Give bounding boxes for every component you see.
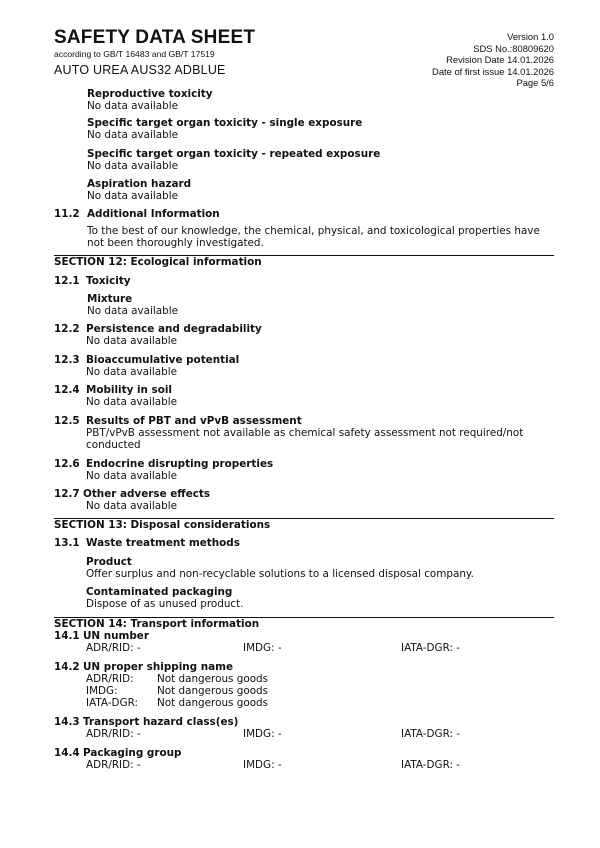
other-effects-heading: Other adverse effects — [83, 488, 211, 500]
product-name: AUTO UREA AUS32 ADBLUE — [54, 63, 226, 77]
un-number-heading: UN number — [83, 630, 149, 642]
hazard-class-adr: ADR/RID: - — [86, 728, 141, 740]
section-12-6-number: 12.6 — [54, 458, 80, 470]
section-14-3-number: 14.3 — [54, 716, 80, 728]
first-issue-date: Date of first issue 14.01.2026 — [432, 65, 554, 77]
section-12-4-number: 12.4 — [54, 384, 80, 396]
section-12-3-number: 12.3 — [54, 354, 80, 366]
version-label: Version 1.0 — [507, 31, 554, 42]
stot-single-text: No data available — [87, 129, 179, 141]
un-number-iata: IATA-DGR: - — [401, 642, 461, 654]
persistence-text: No data available — [86, 335, 178, 347]
header-right — [432, 31, 554, 89]
persistence-heading: Persistence and degradability — [86, 323, 262, 335]
un-number-imdg: IMDG: - — [243, 642, 282, 654]
pbt-heading: Results of PBT and vPvB assessment — [86, 415, 302, 427]
shipping-imdg-label: IMDG: — [86, 685, 118, 697]
mixture-heading: Mixture — [87, 293, 133, 305]
section-12-2-number: 12.2 — [54, 323, 80, 335]
stot-repeated-heading: Specific target organ toxicity - repeated exposure — [87, 148, 381, 160]
packaging-group-adr: ADR/RID: - — [86, 759, 141, 771]
toxicity-heading: Toxicity — [86, 275, 131, 287]
reproductive-toxicity-text: No data available — [87, 100, 179, 112]
product-disposal-heading: Product — [86, 556, 132, 568]
section-12-rule — [54, 255, 554, 256]
sds-number: SDS No.:80809620 — [473, 42, 554, 54]
mixture-text: No data available — [87, 305, 179, 317]
stot-single-heading: Specific target organ toxicity - single exposure — [87, 117, 363, 129]
aspiration-hazard-text: No data available — [87, 190, 179, 202]
aspiration-hazard-heading: Aspiration hazard — [87, 178, 192, 190]
shipping-imdg-value: Not dangerous goods — [157, 685, 269, 697]
header-left — [54, 28, 255, 78]
section-14-title: SECTION 14: Transport information — [54, 618, 260, 630]
section-13-title: SECTION 13: Disposal considerations — [54, 519, 271, 531]
stot-repeated-text: No data available — [87, 160, 179, 172]
reproductive-toxicity-heading: Reproductive toxicity — [87, 88, 213, 100]
section-12-title: SECTION 12: Ecological information — [54, 256, 262, 268]
section-14-rule — [54, 617, 554, 618]
shipping-name-heading: UN proper shipping name — [83, 661, 233, 673]
endocrine-heading: Endocrine disrupting properties — [86, 458, 274, 470]
hazard-class-iata: IATA-DGR: - — [401, 728, 461, 740]
un-number-adr: ADR/RID: - — [86, 642, 141, 654]
bioaccumulative-text: No data available — [86, 366, 178, 378]
product-disposal-text: Offer surplus and non-recyclable solutions to a licensed disposal company. — [86, 568, 474, 580]
other-effects-text: No data available — [86, 500, 178, 512]
section-12-7-number: 12.7 — [54, 488, 80, 500]
shipping-adr-value: Not dangerous goods — [157, 673, 269, 685]
shipping-adr-label: ADR/RID: — [86, 673, 134, 685]
document-standard: according to GB/T 16483 and GB/T 17519 — [54, 49, 215, 59]
pbt-text: PBT/vPvB assessment not available as chemical safety assessment not required/not conducted — [86, 427, 524, 451]
additional-information-text: To the best of our knowledge, the chemical, physical, and toxicological properties have not been thoroughly investigated. — [87, 225, 540, 249]
mobility-text: No data available — [86, 396, 178, 408]
packaging-group-heading: Packaging group — [83, 747, 182, 759]
hazard-class-heading: Transport hazard class(es) — [83, 716, 239, 728]
additional-information-heading: Additional Information — [87, 208, 220, 220]
section-13-rule — [54, 518, 554, 519]
section-12-5-number: 12.5 — [54, 415, 80, 427]
packaging-group-iata: IATA-DGR: - — [401, 759, 461, 771]
section-12-1-number: 12.1 — [54, 275, 80, 287]
page-number: Page 5/6 — [516, 77, 554, 88]
section-14-4-number: 14.4 — [54, 747, 80, 759]
hazard-class-imdg: IMDG: - — [243, 728, 282, 740]
packaging-group-imdg: IMDG: - — [243, 759, 282, 771]
shipping-iata-label: IATA-DGR: — [86, 697, 138, 709]
document-title: SAFETY DATA SHEET — [54, 27, 256, 48]
bioaccumulative-heading: Bioaccumulative potential — [86, 354, 240, 366]
mobility-heading: Mobility in soil — [86, 384, 172, 396]
section-11-2-number: 11.2 — [54, 208, 80, 220]
packaging-disposal-heading: Contaminated packaging — [86, 586, 233, 598]
waste-treatment-heading: Waste treatment methods — [86, 537, 240, 549]
revision-date: Revision Date 14.01.2026 — [446, 54, 554, 65]
section-14-1-number: 14.1 — [54, 630, 80, 642]
packaging-disposal-text: Dispose of as unused product. — [86, 598, 244, 610]
section-14-2-number: 14.2 — [54, 661, 80, 673]
shipping-iata-value: Not dangerous goods — [157, 697, 269, 709]
endocrine-text: No data available — [86, 470, 178, 482]
section-13-1-number: 13.1 — [54, 537, 80, 549]
